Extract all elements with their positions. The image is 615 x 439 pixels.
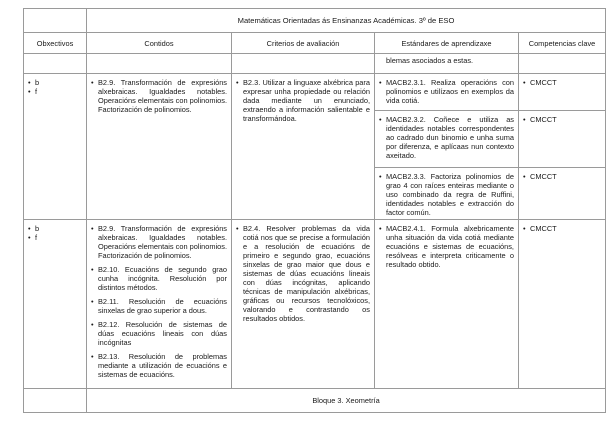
objective-item: • f bbox=[28, 87, 82, 96]
content-item: • B2.10. Ecuacións de segundo grao cunha incógnita. Resolución por distintos métodos. bbox=[91, 265, 227, 292]
header-standards: Estándares de aprendizaxe bbox=[375, 33, 519, 54]
content-item: • B2.9. Transformación de expresións alxebraicas. Igualdades notables. Operacións elementais con polinomios. Factorización de polinomios. bbox=[91, 78, 227, 114]
content-item: • B2.12. Resolución de sistemas de dúas ecuacións lineais con dúas incógnitas bbox=[91, 320, 227, 347]
block1-competence-1 bbox=[519, 74, 606, 111]
competence-item: • CMCCT bbox=[523, 78, 601, 87]
continuation-cell-empty bbox=[232, 54, 375, 74]
content-item: • B2.11. Resolución de ecuacións sinxelas de grao superior a dous. bbox=[91, 297, 227, 315]
criterion-item: • B2.4. Resolver problemas da vida cotiá nos que se precise a formulación e a resolución de ecuacións de primeiro e segundo grao, ecuacións sinxelas de grao maior que dous e sistemas de dúas ecuacións lineais con dúas incógnitas, aplicando técnicas de manipulación alxébricas, gráficas ou recursos tecnolóxicos, valorando e contrastando os resultados obtidos. bbox=[236, 224, 370, 323]
continuation-cell-empty bbox=[519, 54, 606, 74]
block1-contents bbox=[87, 74, 232, 220]
continuation-text: blemas asociados a estas. bbox=[375, 54, 519, 74]
block2-standard-1 bbox=[375, 220, 519, 389]
table-title: Matemáticas Orientadas ás Ensinanzas Académicas. 3º de ESO bbox=[87, 9, 606, 33]
block1-standard-3 bbox=[375, 168, 519, 220]
standard-item: • MACB2.4.1. Formula alxebricamente unha situación da vida cotiá mediante ecuacións e sistemas de ecuacións, resólveas e interpreta criticamente o resultado obtido. bbox=[379, 224, 514, 269]
curriculum-document bbox=[23, 8, 605, 413]
title-spacer-cell bbox=[24, 9, 87, 33]
block1-objectives bbox=[24, 74, 87, 220]
content-item: • B2.13. Resolución de problemas mediante a utilización de ecuacións e sistemas de ecuacións. bbox=[91, 352, 227, 379]
standard-item: • MACB2.3.2. Coñece e utiliza as identidades notables correspondentes ao cadrado dun binomio e unha suma por diferenza, e aplícaas nun contexto axeitado. bbox=[379, 115, 514, 160]
header-competences: Competencias clave bbox=[519, 33, 606, 54]
block2-objectives bbox=[24, 220, 87, 389]
curriculum-table bbox=[23, 8, 606, 413]
block1-standard-1 bbox=[375, 74, 519, 111]
competence-item: • CMCCT bbox=[523, 224, 601, 233]
block1-competence-3 bbox=[519, 168, 606, 220]
standard-item: • MACB2.3.3. Factoriza polinomios de grao 4 con raíces enteiras mediante o uso combinado da regra de Ruffini, identidades notables e extracción do factor común. bbox=[379, 172, 514, 217]
continuation-cell-empty bbox=[24, 54, 87, 74]
competence-item: • CMCCT bbox=[523, 115, 601, 124]
block2-competence-1 bbox=[519, 220, 606, 389]
header-contents: Contidos bbox=[87, 33, 232, 54]
block2-contents bbox=[87, 220, 232, 389]
block1-criteria bbox=[232, 74, 375, 220]
block1-standard-2 bbox=[375, 111, 519, 168]
competence-item: • CMCCT bbox=[523, 172, 601, 181]
footer-spacer-cell bbox=[24, 389, 87, 413]
block1-competence-2 bbox=[519, 111, 606, 168]
header-objectives: Obxectivos bbox=[24, 33, 87, 54]
criterion-item: • B2.3. Utilizar a linguaxe alxébrica para expresar unha propiedade ou relación dada mediante un enunciado, extraendo a información salientable e transformándoa. bbox=[236, 78, 370, 123]
objective-item: • f bbox=[28, 233, 82, 242]
continuation-cell-empty bbox=[87, 54, 232, 74]
objective-item: • b bbox=[28, 224, 82, 233]
header-criteria: Criterios de avaliación bbox=[232, 33, 375, 54]
content-item: • B2.9. Transformación de expresións alxebraicas. Igualdades notables. Operacións elementais con polinomios. Factorización de polinomios. bbox=[91, 224, 227, 260]
block2-criteria bbox=[232, 220, 375, 389]
objective-item: • b bbox=[28, 78, 82, 87]
standard-item: • MACB2.3.1. Realiza operacións con polinomios e utilízaos en exemplos da vida cotiá. bbox=[379, 78, 514, 105]
block-heading: Bloque 3. Xeometría bbox=[87, 389, 606, 413]
